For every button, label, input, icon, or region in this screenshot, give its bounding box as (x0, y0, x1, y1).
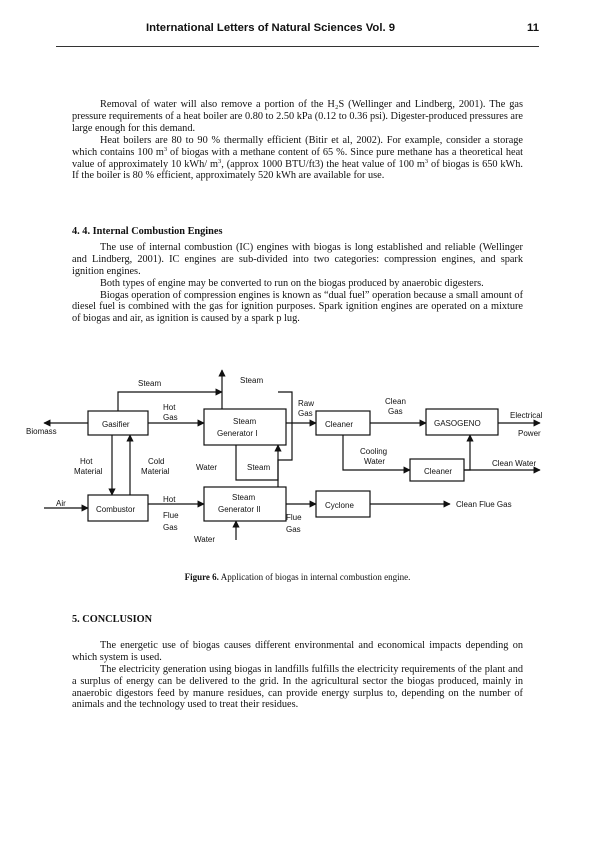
label-hot-flue-gas: Gas (163, 523, 178, 532)
label-steam-top-left: Steam (138, 379, 162, 388)
label-clean-water: Clean Water (492, 459, 537, 468)
paragraph-energetic-use: The energetic use of biogas causes different environmental and economical impacts depending on which system is used. (72, 639, 523, 663)
label-flue-gas: Gas (286, 525, 301, 534)
header-rule (56, 46, 539, 47)
label-hot-material: Hot (80, 457, 93, 466)
figure-caption (0, 572, 595, 582)
label-gasogeno: GASOGENO (434, 419, 481, 428)
superscript-3: 3 (218, 157, 222, 165)
superscript-3: 3 (163, 145, 168, 153)
figure-6-diagram (26, 370, 550, 558)
label-steam-generator-1: Generator I (217, 429, 258, 438)
label-steam-mid: Steam (247, 463, 271, 472)
paragraph-h2s-removal: Removal of water will also remove a portion of the H₂S (Wellinger and Lindberg, 2001). The gas pressure requirements of a heat boiler are 0.80 to 2.50 kPa (0.12 to 0.36 psi). Digester-produced pressures are large enough for this demand. (72, 99, 524, 134)
page-number: 11 (527, 22, 539, 34)
section-heading-4-4: 4. 4. Internal Combustion Engines (72, 226, 223, 237)
label-steam-generator-2: Generator II (218, 505, 261, 514)
label-hot-gas: Hot (163, 403, 176, 412)
label-air: Air (56, 499, 66, 508)
label-water-bottom: Water (194, 535, 216, 544)
label-hot-flue-gas: Hot (163, 495, 176, 504)
label-hot-material: Material (74, 467, 103, 476)
paragraph-electricity-generation: The electricity generation using biogas in landfills fulfills the electricity requirements of the plant and a surplus of energy can be delivered to the grid. In the agricultural sector the biogas produced, mainly in anaerobic digestors feed by manure residues, can provide energy surplus to, depending on the number of animals and the technology used to treat their residues. (72, 663, 523, 711)
label-combustor: Combustor (96, 505, 136, 514)
intro-paragraphs (72, 99, 523, 182)
label-hot-gas: Gas (163, 413, 178, 422)
journal-title: International Letters of Natural Sciences Vol. 9 (146, 22, 396, 34)
label-steam-top-right: Steam (240, 376, 264, 385)
label-clean-gas: Gas (388, 407, 403, 416)
label-cleaner-1: Cleaner (325, 420, 354, 429)
paragraph-ic-engines: The use of internal combustion (IC) engines with biogas is long established and reliable (Wellinger and Lindberg, 2001). IC engines are sub-divided into two categories: compression engines, and spark ignition engines. (72, 241, 523, 277)
label-flue-gas: Flue (286, 513, 302, 522)
section-heading-conclusion: 5. CONCLUSION (72, 614, 153, 625)
label-clean-flue-gas: Clean Flue Gas (456, 500, 512, 509)
steam-generator-1-box (204, 409, 286, 445)
paragraph-heat-boilers: Heat boilers are 80 to 90 % thermally efficient (Bitir et al, 2002). For example, consider a storage which contains 100 $m^3$ of biogas with a methane content of 65 %. Since pure methane has a theoretical heat value of approximately 10 kWh/ $m^3$, (approx 1000 BTU/ft3) the heat value of 100 $m^3$ of biogas is 650 kWh. If the boiler is 80 % efficient, approximately 520 kWh are available for use. (72, 134, 523, 182)
caption-text: Application of biogas in internal combustion engine. (218, 572, 411, 582)
label-cleaner-2: Cleaner (424, 467, 453, 476)
label-cold-material: Material (141, 467, 170, 476)
label-cyclone: Cyclone (325, 501, 354, 510)
label-cold-material: Cold (148, 457, 165, 466)
label-water-mid: Water (196, 463, 218, 472)
label-electrical-power: Electrical (510, 411, 543, 420)
label-hot-flue-gas: Flue (163, 511, 179, 520)
label-electrical-power: Power (518, 429, 541, 438)
caption-label: Figure 6. (184, 572, 219, 582)
label-raw-gas: Gas (298, 409, 313, 418)
label-raw-gas: Raw (298, 399, 315, 408)
label-steam-generator-1: Steam (233, 417, 257, 426)
section-ic-engines (72, 226, 523, 325)
label-gasifier: Gasifier (102, 420, 130, 429)
superscript-3: 3 (424, 157, 429, 165)
label-biomass: Biomass (26, 427, 57, 436)
label-clean-gas: Clean (385, 397, 406, 406)
section-conclusion (72, 614, 523, 711)
label-steam-generator-2: Steam (232, 493, 256, 502)
paragraph-engine-conversion: Both types of engine may be converted to run on the biogas produced by anaerobic digesters. (100, 277, 484, 289)
label-cooling-water: Cooling (360, 447, 388, 456)
process-flow-diagram (26, 370, 550, 558)
running-header (56, 22, 539, 44)
paragraph-dual-fuel: Biogas operation of compression engines is known as “dual fuel” operation because a small amount of diesel fuel is combined with the gas for ignition purposes. Spark ignition engines are operated on a mixture of biogas and air, as ignition is caused by a spark p lug. (72, 289, 523, 325)
label-cooling-water: Water (364, 457, 386, 466)
